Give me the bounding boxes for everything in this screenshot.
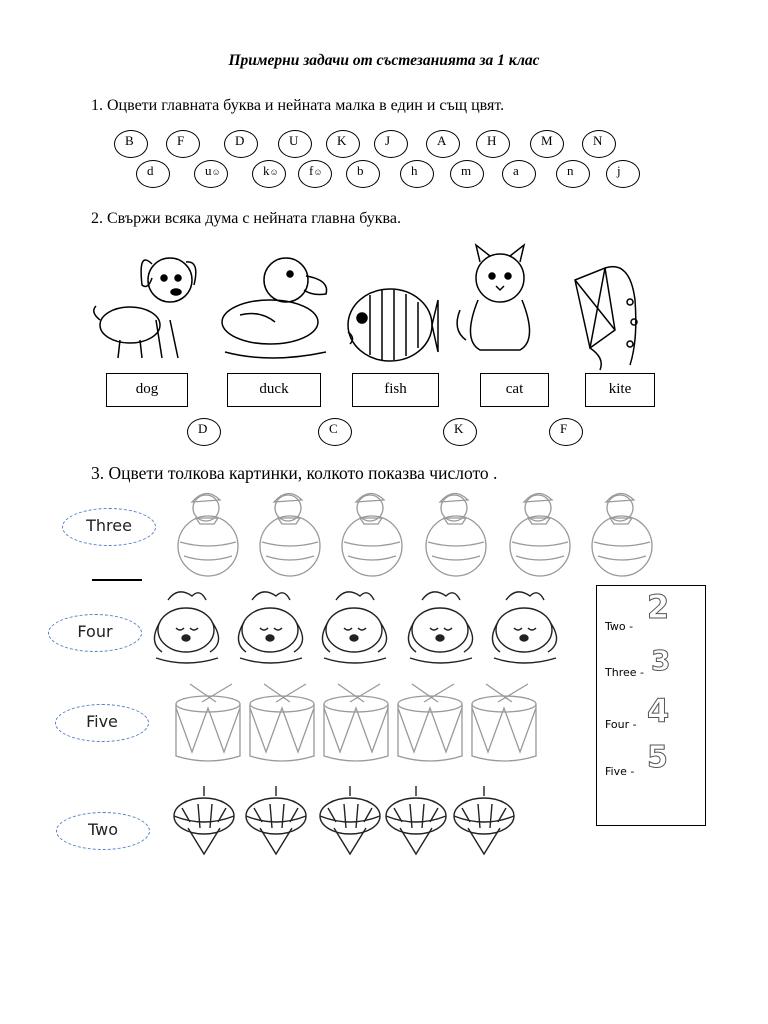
drum-picture[interactable] bbox=[176, 684, 240, 761]
count-label-three: Three bbox=[62, 508, 156, 546]
spinning-top-row bbox=[174, 782, 524, 857]
fish-picture bbox=[348, 289, 438, 361]
lowercase-bubble[interactable] bbox=[298, 160, 332, 188]
task2-instruction: 2. Свържи всяка дума с нейната главна буква. bbox=[91, 210, 401, 227]
lowercase-bubble[interactable]: a bbox=[502, 160, 536, 188]
task2-pictures bbox=[90, 240, 670, 375]
snowman-ball-row bbox=[170, 484, 670, 579]
lowercase-bubble[interactable]: n bbox=[556, 160, 590, 188]
smiley-icon: ☺ bbox=[313, 167, 323, 178]
task3-instruction: 3. Оцвети толкова картинки, колкото показва числото . bbox=[91, 463, 498, 483]
sleeping-puppy-picture[interactable] bbox=[492, 592, 556, 663]
key-label: Three - bbox=[605, 666, 644, 679]
uppercase-bubble[interactable]: B bbox=[114, 130, 148, 158]
uppercase-bubble[interactable]: J bbox=[374, 130, 408, 158]
divider-line bbox=[92, 579, 142, 581]
capital-bubble[interactable]: K bbox=[443, 418, 477, 446]
smiley-icon: ☺ bbox=[211, 167, 221, 178]
cat-picture bbox=[457, 245, 529, 350]
snowman-ball-picture[interactable] bbox=[342, 493, 402, 576]
drum-picture[interactable] bbox=[398, 684, 462, 761]
uppercase-bubble[interactable]: D bbox=[224, 130, 258, 158]
task1-instruction: 1. Оцвети главната буква и нейната малка в един и същ цвят. bbox=[91, 97, 505, 114]
drum-picture[interactable] bbox=[250, 684, 314, 761]
sleeping-puppy-picture[interactable] bbox=[154, 592, 218, 663]
lowercase-bubble[interactable]: b bbox=[346, 160, 380, 188]
spinning-top-picture[interactable] bbox=[454, 786, 514, 854]
word-box[interactable]: cat bbox=[480, 373, 549, 407]
lowercase-bubble[interactable] bbox=[194, 160, 228, 188]
sleeping-puppy-picture[interactable] bbox=[408, 592, 472, 663]
uppercase-bubble[interactable]: A bbox=[426, 130, 460, 158]
sleeping-puppy-row bbox=[148, 582, 568, 672]
lowercase-bubble[interactable]: h bbox=[400, 160, 434, 188]
spinning-top-picture[interactable] bbox=[320, 786, 380, 854]
word-box[interactable]: kite bbox=[585, 373, 655, 407]
uppercase-bubble[interactable]: M bbox=[530, 130, 564, 158]
page-title: Примерни задачи от състезанията за 1 клас bbox=[228, 52, 540, 69]
drum-picture[interactable] bbox=[472, 684, 536, 761]
uppercase-bubble[interactable]: H bbox=[476, 130, 510, 158]
spinning-top-picture[interactable] bbox=[386, 786, 446, 854]
lowercase-bubble[interactable]: d bbox=[136, 160, 170, 188]
lowercase-bubble[interactable]: j bbox=[606, 160, 640, 188]
word-box[interactable]: fish bbox=[352, 373, 439, 407]
count-label-five: Five bbox=[55, 704, 149, 742]
kite-picture bbox=[575, 267, 637, 370]
lowercase-bubble[interactable]: m bbox=[450, 160, 484, 188]
spinning-top-picture[interactable] bbox=[246, 786, 306, 854]
capital-bubble[interactable]: C bbox=[318, 418, 352, 446]
dog-picture bbox=[94, 258, 196, 358]
capital-bubble[interactable]: D bbox=[187, 418, 221, 446]
uppercase-bubble[interactable]: F bbox=[166, 130, 200, 158]
spinning-top-picture[interactable] bbox=[174, 786, 234, 854]
uppercase-bubble[interactable]: N bbox=[582, 130, 616, 158]
snowman-ball-picture[interactable] bbox=[510, 493, 570, 576]
count-label-two: Two bbox=[56, 812, 150, 850]
uppercase-bubble[interactable]: U bbox=[278, 130, 312, 158]
hollow-digit: 2 bbox=[647, 588, 670, 626]
drum-picture[interactable] bbox=[324, 684, 388, 761]
hollow-digit: 5 bbox=[647, 740, 668, 775]
snowman-ball-picture[interactable] bbox=[178, 493, 238, 576]
lowercase-bubble[interactable] bbox=[252, 160, 286, 188]
uppercase-bubble[interactable]: K bbox=[326, 130, 360, 158]
word-box[interactable]: duck bbox=[227, 373, 321, 407]
smiley-icon: ☺ bbox=[269, 167, 279, 178]
duck-picture bbox=[222, 258, 327, 358]
key-label: Four - bbox=[605, 718, 637, 731]
key-label: Five - bbox=[605, 765, 635, 778]
word-box[interactable]: dog bbox=[106, 373, 188, 407]
lowercase-letter: k bbox=[263, 163, 270, 178]
number-key-box bbox=[596, 585, 706, 826]
capital-bubble[interactable]: F bbox=[549, 418, 583, 446]
hollow-digit: 4 bbox=[647, 692, 670, 730]
snowman-ball-picture[interactable] bbox=[260, 493, 320, 576]
snowman-ball-picture[interactable] bbox=[426, 493, 486, 576]
sleeping-puppy-picture[interactable] bbox=[322, 592, 386, 663]
lowercase-letter: u bbox=[205, 163, 212, 178]
key-label: Two - bbox=[605, 620, 634, 633]
drum-row bbox=[174, 682, 554, 767]
sleeping-puppy-picture[interactable] bbox=[238, 592, 302, 663]
snowman-ball-picture[interactable] bbox=[592, 493, 652, 576]
hollow-digit: 3 bbox=[651, 644, 671, 677]
count-label-four: Four bbox=[48, 614, 142, 652]
lowercase-letter: f bbox=[309, 163, 314, 178]
